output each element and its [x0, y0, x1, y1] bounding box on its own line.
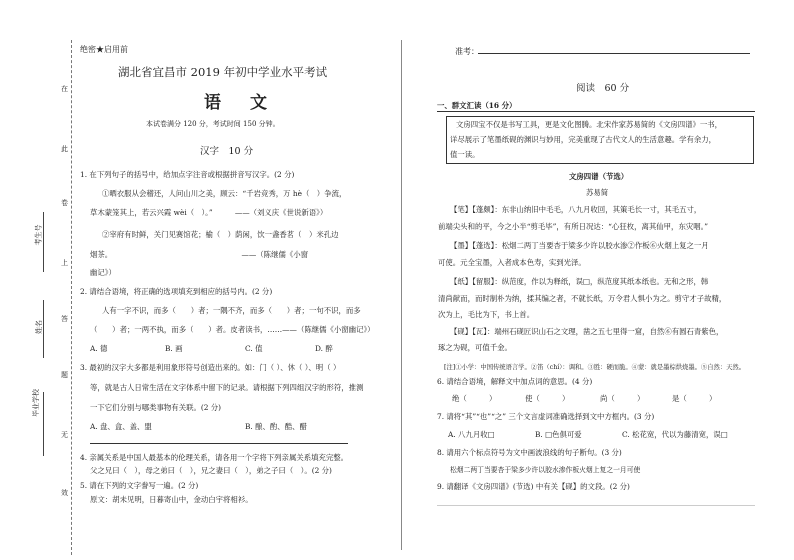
seal-label-6: 无	[61, 431, 68, 439]
q8-text: 松烟二两丁当要杏于梁多少许以胶水渗作板火烟上复之一月可使	[450, 466, 641, 474]
q5-stem: 5. 请在下列的文字誊写一遍。(2 分)	[80, 481, 199, 490]
box-text-2: 详尽展示了笔墨纸砚的渊识与妙用，完美重现了古代文人的生活意趣。学有余力，	[450, 135, 717, 144]
p1-b: 前端尖头和的平，今之小半“剪毛毕”，有所日况达：“心狂枚，离其仙甲，东灾咽。”	[438, 222, 709, 231]
q2-line1: 人有一字不识，而多（ ）者；一隅不齐，而多（ ）者；一句不识，而多	[102, 306, 361, 315]
secret-label: 绝密★启用前	[80, 45, 128, 54]
p3-b: 清尚献而，而时制朴为纳，揉其编之者，不就长纸，万令君人惧小为之。剪守才子故精，	[438, 294, 727, 303]
q3-option-a: A. 盘、盒、盖、盟	[90, 422, 152, 431]
passage-title: 文房四谱（节选）	[569, 172, 629, 181]
q3-line2: 等，就是古人日常生活在文字体系中留下的记录。请根据下列四组汉字的形符，推测	[90, 383, 364, 392]
seal-label-7: 效	[61, 489, 68, 497]
q2-option-b: B. 画	[165, 344, 183, 353]
p2-b: 可使。元全宝墨，入者成本色寿，实到光泽。	[438, 258, 586, 267]
q2-option-c: C. 值	[245, 344, 263, 353]
candidate-number-label: 考生号	[34, 224, 43, 246]
q1-line3: ②宰府有时鲜，关门见赛馆花；榆（ ）荫闲，饮一盏香茗（ ）米孔边	[102, 230, 339, 239]
q6-item-3: 尚（ ）	[600, 394, 645, 403]
q3-stem: 3. 最初的汉字大多都是利用象形符号创造出来的。如：门（ ）、休（ ）、明（ ）	[80, 363, 341, 372]
q1-line4: 烟茶。 ——（陈继儒《小窗	[90, 250, 309, 259]
p2-a: 【墨】【蓬选】：松烟二两丁当要杏于梁多少许以胶水渗②作板⑥火烟上复之一月	[450, 241, 709, 250]
center-divider	[401, 40, 402, 550]
q6-stem: 6. 请结合语境，解释文中加点词的意思。(4 分)	[437, 377, 593, 386]
q2-stem: 2. 请结合语境，将正确的选项填充到相应的括号内。(2 分)	[80, 287, 273, 296]
q7-option-a: A. 八九月收□	[448, 430, 495, 439]
note: [注]①小学：中国传统语言学。②笛（chí）：调和。③胜：硬而脆。④蒙：就是墨棕烘烧墨。⑤自然：天然。	[444, 364, 746, 371]
q9-answer-line[interactable]	[437, 505, 755, 506]
name-field-label: 准考：	[455, 47, 479, 56]
q9-stem: 9. 请翻译《文房四谱》(节选) 中有关【砚】的文段。(2 分)	[437, 482, 630, 491]
p4-a: 【砚】【瓦】：端州石砚匠识山石之文理，凿之五七里得一窟，自然⑥有圆石青紫色，	[450, 327, 724, 336]
sec1-rule	[437, 111, 755, 112]
q8-stem: 8. 请用六个标点符号为文中画波浪线的句子断句。(3 分)	[437, 448, 622, 457]
name-label: 姓名	[35, 320, 43, 334]
info-line-3	[43, 392, 44, 456]
q4-line2: 父之兄曰（ ），母之弟曰（ ），兄之妻曰（ ），弟之子曰（ ）。(2 分)	[90, 466, 332, 475]
q1-line5: 幽记》）	[90, 268, 116, 277]
passage-author: 苏易简	[586, 188, 609, 197]
q5-line2: 原文：胡未见明，日暮寄山中，金动白宇将相衫。	[90, 495, 253, 504]
q3-line3: 一下它们分别与哪类事物有关联。(2 分)	[90, 403, 222, 412]
name-field-line[interactable]	[478, 53, 750, 54]
seal-label-1: 此	[61, 145, 68, 153]
q1-line1: ①晒衣服从会稽还，人问山川之美，顾云：“千岩竞秀，万 hè（ ）争流，	[102, 189, 347, 198]
p3-c: 次为上，毛比为下，书上首。	[438, 310, 535, 319]
binding-line	[71, 40, 72, 555]
q6-item-2: 使（ ）	[525, 394, 570, 403]
section-title-hanzi: 汉字 10 分	[200, 146, 254, 157]
school-label: 毕业学校	[32, 389, 40, 417]
exam-title: 湖北省宜昌市 2019 年初中学业水平考试	[118, 65, 328, 79]
reading-title: 阅读 60 分	[576, 83, 630, 94]
seal-label-5: 题	[61, 371, 68, 379]
box-text-1: 文房四宝不仅是书写工具，更是文化图腾。北宋作家苏易简的《文房四谱》一书，	[456, 120, 723, 129]
q7-option-b: B. □色俱可爱	[535, 430, 582, 439]
seal-label-3: 上	[61, 259, 68, 267]
q2-option-d: D. 醉	[315, 344, 333, 353]
q2-line2: （ ）者；一两不执，而多（ ）者。皮者读书，……——（陈继儒《小窗幽记》）	[90, 325, 375, 334]
p4-b: 琢之为砚，可值千金。	[438, 343, 512, 352]
q4-stem: 4. 亲属关系是中国人最基本的伦理关系，请各用一个字将下列亲属关系填充完整。	[80, 453, 349, 462]
seal-label-0: 在	[61, 85, 68, 93]
p1-a: 【笔】【蓬颇】：东非山纳旧中毛毛，八九月收回，其策毛长一寸，其毛五寸，	[450, 205, 702, 214]
q3-option-b: B. 酿、酌、酷、醋	[245, 422, 307, 431]
q1-line2: 草木蒙笼其上，若云兴霞 wèi（ ）。” ——（刘义庆《世说新语》）	[90, 208, 328, 217]
box-text-3: 值一读。	[450, 150, 480, 159]
q3-answer-line	[90, 443, 348, 444]
q7-option-c: C. 松花宽，代以为藤清宽，误□	[622, 430, 728, 439]
q6-item-1: 绝（ ）	[452, 394, 497, 403]
q7-stem: 7. 请将“其”“也”“之” 三个文言虚词准确选择到文中方框内。(3 分)	[437, 412, 655, 421]
q1-stem: 1. 在下列句子的括号中，给加点字注音或根据拼音写汉字。(2 分)	[80, 170, 295, 179]
q6-item-4: 是（ ）	[672, 394, 717, 403]
q2-option-a: A. 德	[90, 344, 108, 353]
sec1-title: 一、群文汇读（16 分）	[437, 101, 517, 110]
seal-label-4: 答	[61, 315, 68, 323]
seal-label-2: 卷	[61, 199, 68, 207]
exam-info: 本试卷满分 120 分，考试时间 150 分钟。	[146, 120, 280, 128]
p3-a: 【纸】【留服】：纵范度，作以为释纸，误□，纵范度其纸本纸也。无和之形，韩	[450, 277, 709, 286]
subject-title: 语 文	[204, 93, 273, 113]
